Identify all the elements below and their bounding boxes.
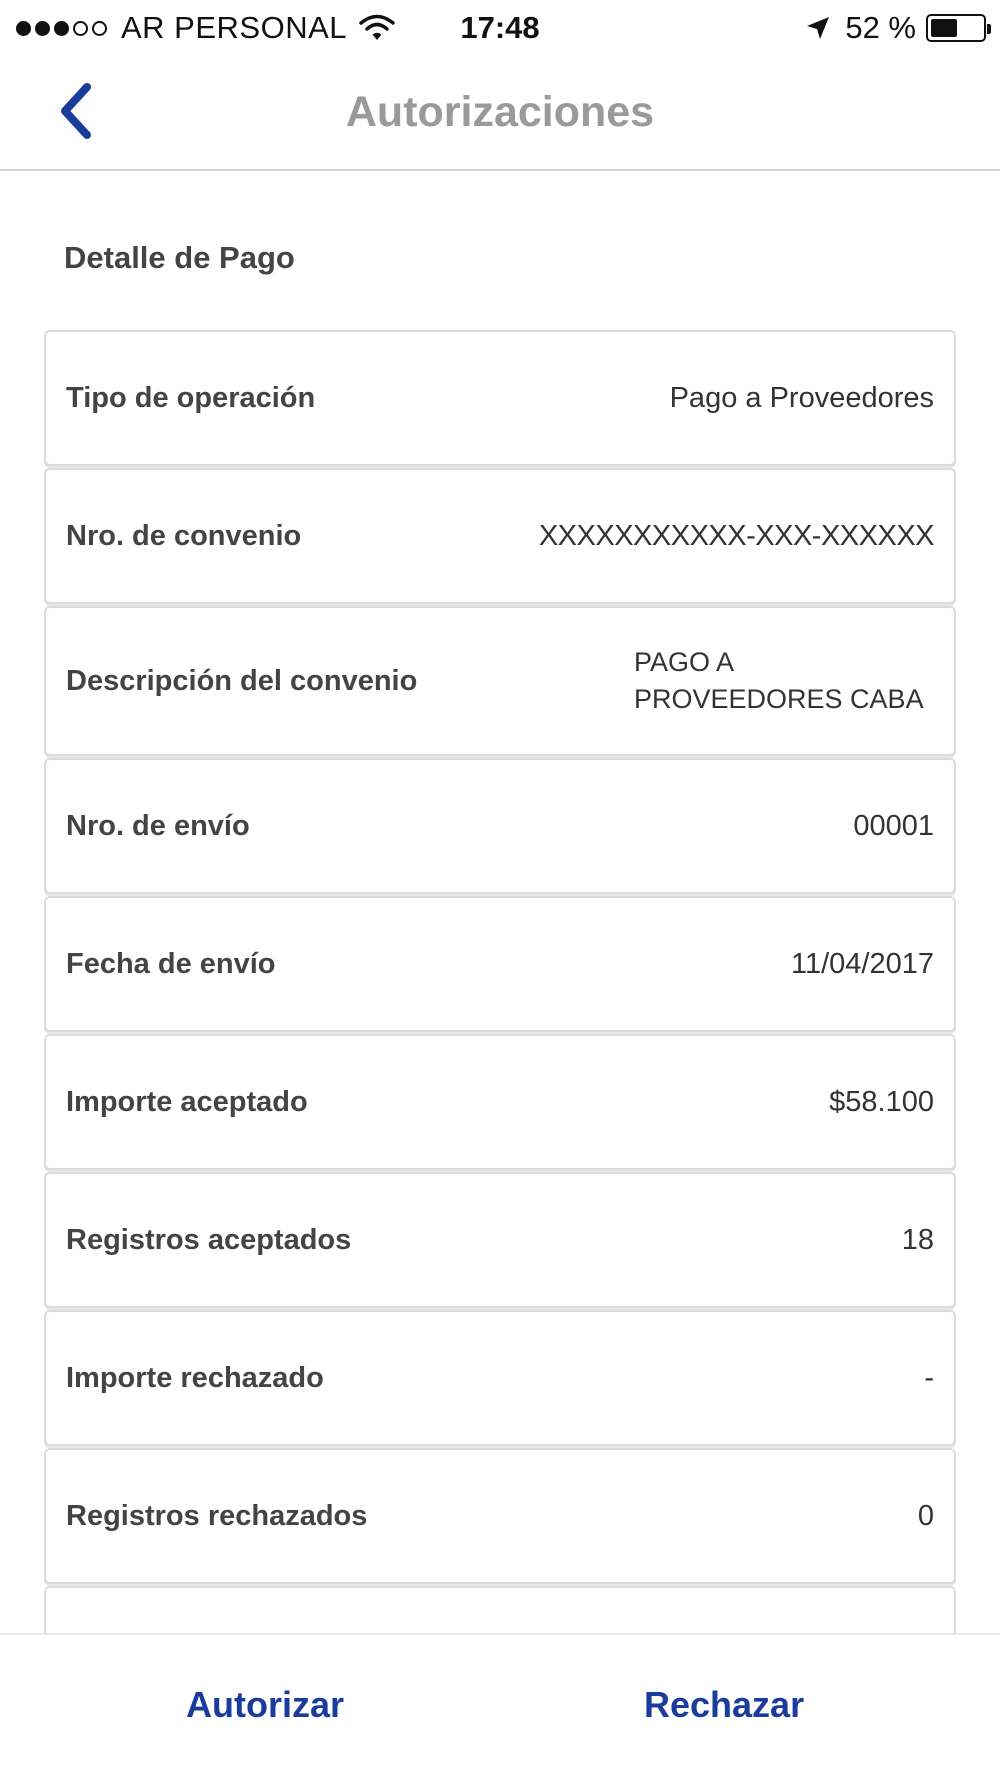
detail-row-rejected-amount bbox=[44, 1310, 956, 1446]
row-label: Nro. de envío bbox=[66, 809, 250, 842]
row-value: 11/04/2017 bbox=[791, 947, 934, 980]
row-value: $58.100 bbox=[829, 1085, 934, 1118]
carrier-name: AR PERSONAL bbox=[121, 10, 348, 45]
row-value: 0 bbox=[917, 1499, 934, 1532]
location-arrow-icon bbox=[805, 15, 831, 41]
payment-detail-list bbox=[44, 330, 956, 1633]
row-label: Nro. de convenio bbox=[66, 519, 302, 552]
chevron-left-icon bbox=[55, 81, 95, 141]
detail-row-accepted-amount bbox=[44, 1034, 956, 1170]
detail-row-operation-type bbox=[44, 330, 956, 466]
reject-button[interactable]: Rechazar bbox=[644, 1675, 804, 1735]
authorize-button[interactable]: Autorizar bbox=[186, 1675, 344, 1735]
battery-icon bbox=[926, 14, 986, 42]
row-label: Importe aceptado bbox=[66, 1085, 308, 1118]
action-bar bbox=[0, 1633, 1000, 1778]
navigation-bar bbox=[0, 56, 1000, 171]
back-button[interactable] bbox=[40, 76, 110, 146]
row-label: Registros aceptados bbox=[66, 1223, 352, 1256]
detail-row-agreement-description bbox=[44, 606, 956, 756]
battery-cap bbox=[987, 24, 991, 34]
row-value: 18 bbox=[901, 1223, 934, 1256]
row-label: Importe rechazado bbox=[66, 1361, 324, 1394]
detail-row-shipment-date bbox=[44, 896, 956, 1032]
detail-row-accepted-records bbox=[44, 1172, 956, 1308]
page-title: Autorizaciones bbox=[345, 88, 655, 136]
status-bar bbox=[0, 0, 1000, 56]
battery-fill bbox=[931, 19, 957, 37]
row-label: Descripción del convenio bbox=[66, 664, 418, 697]
row-value: Pago a Proveedores bbox=[669, 381, 934, 414]
status-right bbox=[805, 8, 986, 48]
detail-row-shipment-number bbox=[44, 758, 956, 894]
row-value: XXXXXXXXXXX-XXX-XXXXXX bbox=[538, 519, 934, 552]
detail-row-partial bbox=[44, 1586, 956, 1633]
detail-row-rejected-records bbox=[44, 1448, 956, 1584]
status-time: 17:48 bbox=[460, 10, 540, 45]
row-label: Tipo de operación bbox=[66, 381, 316, 414]
section-title: Detalle de Pago bbox=[64, 240, 295, 275]
battery-percentage: 52 % bbox=[845, 10, 916, 45]
row-label: Fecha de envío bbox=[66, 947, 276, 980]
row-value: PAGO A PROVEEDORES CABA bbox=[634, 647, 924, 714]
row-value: - bbox=[924, 1361, 934, 1394]
detail-row-agreement-number bbox=[44, 468, 956, 604]
row-value: 00001 bbox=[853, 809, 934, 842]
row-label: Registros rechazados bbox=[66, 1499, 368, 1532]
